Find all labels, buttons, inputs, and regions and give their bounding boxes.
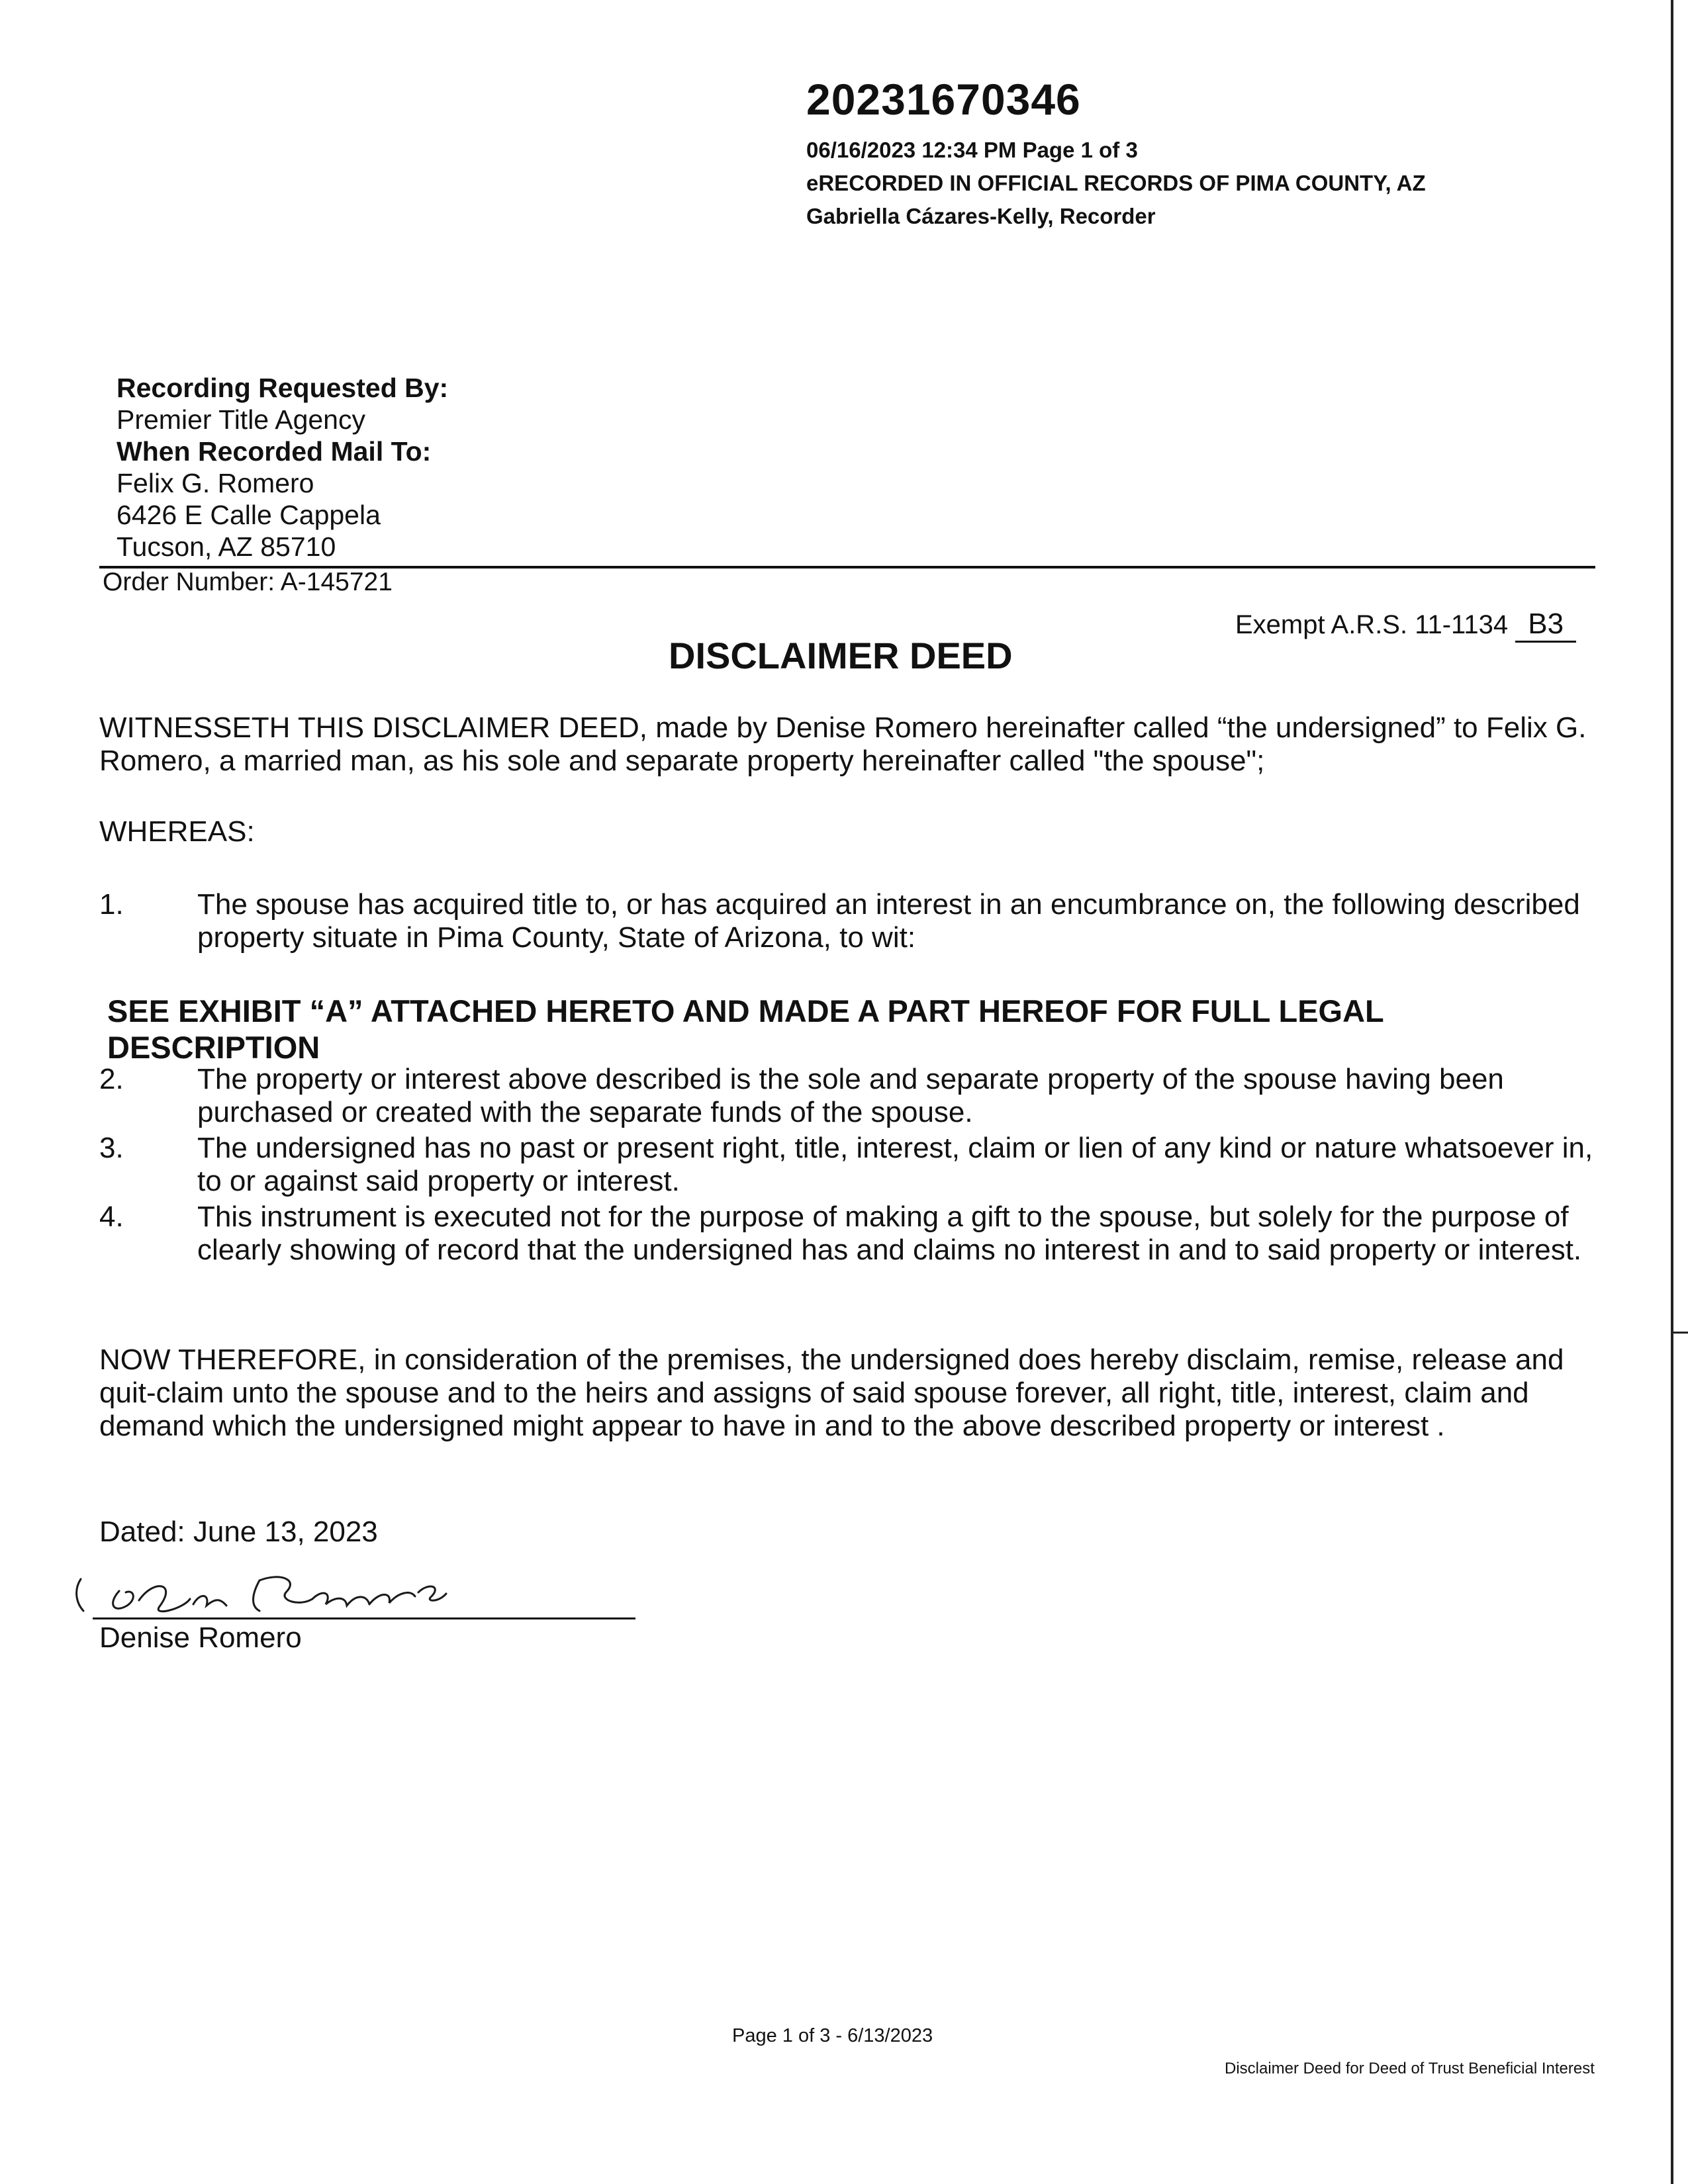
item-text: The property or interest above described is the sole and separate property of the spouse having been purchased or created with the separate funds of the spouse. — [197, 1063, 1504, 1128]
footer-description: Disclaimer Deed for Deed of Trust Beneficial Interest — [1225, 2060, 1595, 2077]
recording-requested-label: Recording Requested By: — [117, 373, 449, 403]
scan-edge — [1671, 0, 1673, 2184]
signature-image — [61, 1553, 564, 1625]
exemption-code: B3 — [1515, 608, 1576, 643]
recording-office: eRECORDED IN OFFICIAL RECORDS OF PIMA COUNTY, AZ — [806, 171, 1426, 195]
order-number: Order Number: A-145721 — [103, 568, 393, 596]
now-therefore-paragraph: NOW THEREFORE, in consideration of the premises, the undersigned does hereby disclaim, remise, release and quit-claim unto the spouse and to the heirs and assigns of said spouse forever, all right, title, interest, claim and demand which the undersigned might appear to have in and to the above described property or interest . — [99, 1343, 1564, 1442]
recording-datetime: 06/16/2023 12:34 PM Page 1 of 3 — [806, 138, 1138, 162]
mail-to-street: 6426 E Calle Cappela — [117, 500, 381, 530]
dated-line: Dated: June 13, 2023 — [99, 1516, 378, 1548]
intro-paragraph: WITNESSETH THIS DISCLAIMER DEED, made by Denise Romero hereinafter called “the undersigned” to Felix G. Romero, a married man, as his sole and separate property hereinafter called "the spouse"; — [99, 711, 1587, 777]
footer-page-number: Page 1 of 3 - 6/13/2023 — [732, 2025, 933, 2046]
requested-by: Premier Title Agency — [117, 404, 365, 435]
scan-edge-tick — [1673, 1332, 1688, 1334]
item-number: 1. — [99, 888, 124, 921]
signature-line — [93, 1617, 635, 1619]
item-number: 4. — [99, 1201, 124, 1233]
mail-to-name: Felix G. Romero — [117, 468, 314, 498]
item-text: The spouse has acquired title to, or has acquired an interest in an encumbrance on, the following described property situate in Pima County, State of Arizona, to wit: — [197, 888, 1580, 954]
exemption-label: Exempt A.R.S. 11-1134 — [1235, 610, 1509, 639]
whereas-heading: WHEREAS: — [99, 815, 255, 848]
item-number: 2. — [99, 1063, 124, 1095]
recording-request-block — [117, 372, 448, 563]
item-number: 3. — [99, 1132, 124, 1164]
signer-name: Denise Romero — [99, 1621, 302, 1654]
item-text: The undersigned has no past or present right, title, interest, claim or lien of any kind or nature whatsoever in, to or against said property or interest. — [197, 1132, 1593, 1197]
exemption — [1235, 608, 1576, 643]
item-text: This instrument is executed not for the purpose of making a gift to the spouse, but solely for the purpose of clearly showing of record that the undersigned has and claims no interest in and to said property or interest. — [197, 1201, 1582, 1266]
mail-to-city: Tucson, AZ 85710 — [117, 531, 336, 562]
exhibit-reference: SEE EXHIBIT “A” ATTACHED HERETO AND MADE A PART HEREOF FOR FULL LEGAL DESCRIPTION — [107, 993, 1383, 1065]
recorder-name: Gabriella Cázares-Kelly, Recorder — [806, 204, 1156, 228]
mail-to-label: When Recorded Mail To: — [117, 436, 432, 467]
document-number: 20231670346 — [806, 75, 1081, 124]
document-title: DISCLAIMER DEED — [669, 635, 1013, 676]
